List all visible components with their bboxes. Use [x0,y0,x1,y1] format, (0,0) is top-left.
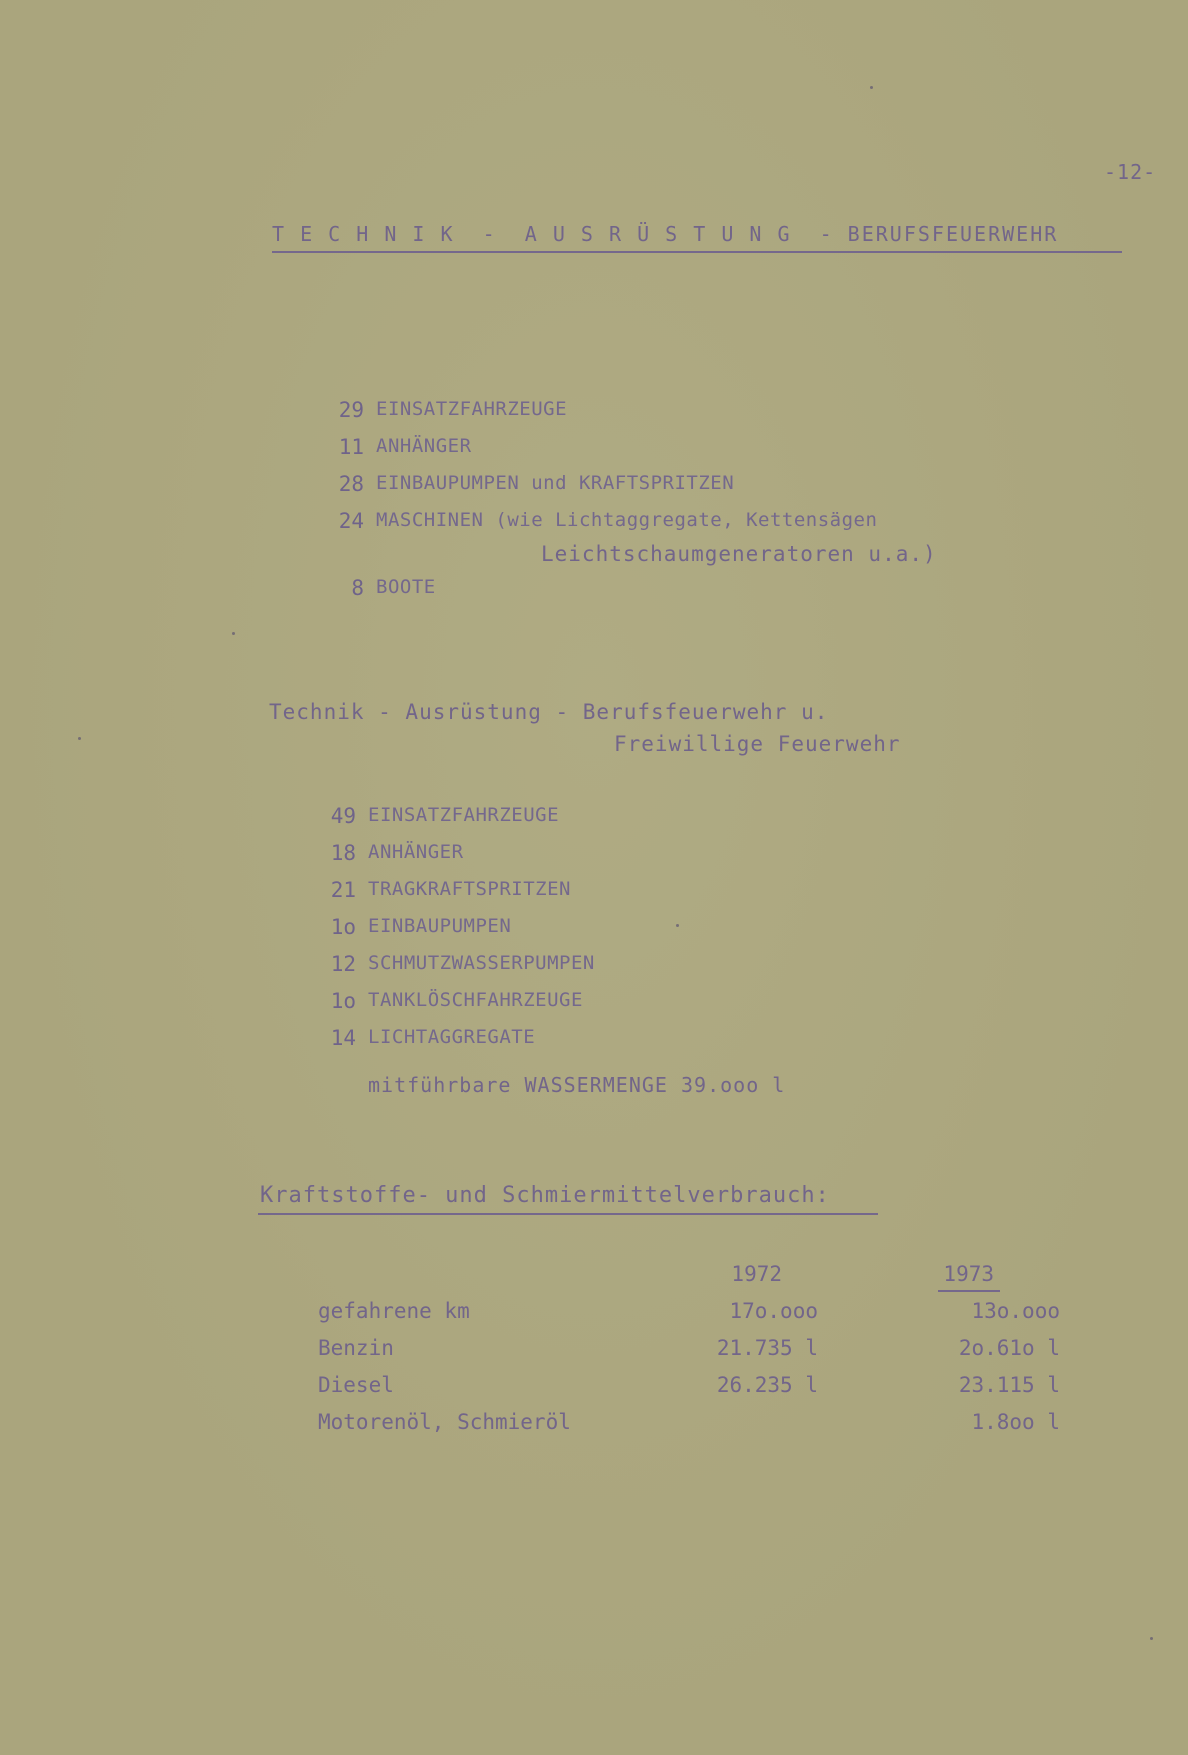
section-heading-berufsfeuerwehr: T E C H N I K - A U S R Ü S T U N G - BERUFSFEUERWEHR [272,222,1059,246]
item-label: LICHTAGGREGATE [368,1026,536,1048]
section-heading-fuel-consumption: Kraftstoffe- und Schmiermittelverbrauch: [260,1183,830,1208]
table-row [318,1299,1078,1336]
row-label: Benzin [318,1336,394,1360]
item-count: 18 [330,841,356,865]
column-header-1972: 1972 [731,1262,782,1286]
item-count: 12 [330,952,356,976]
list-item [310,1026,595,1063]
table-row [318,1336,1078,1373]
section-heading-combined-line2: Freiwillige Feuerwehr [614,732,901,756]
item-label: EINBAUPUMPEN und KRAFTSPRITZEN [376,472,735,494]
item-label: SCHMUTZWASSERPUMPEN [368,952,595,974]
list-item [310,841,595,878]
list-item [318,576,877,613]
section-heading-combined-line1: Technik - Ausrüstung - Berufsfeuerwehr u. [269,700,829,724]
table-header-row [318,1262,1078,1299]
cell-1973: 2o.61o l [958,1336,1060,1360]
scan-speck [676,924,679,927]
row-label: Diesel [318,1373,394,1397]
item-count: 28 [338,472,364,496]
water-capacity-line: mitführbare WASSERMENGE 39.ooo l [368,1073,786,1097]
list-item [318,472,877,509]
cell-1972: 26.235 l [716,1373,818,1397]
item-label: ANHÄNGER [368,841,464,863]
list-item [318,398,877,435]
list-item [310,878,595,915]
list-item [310,989,595,1026]
item-count: 49 [330,804,356,828]
item-count: 14 [330,1026,356,1050]
item-count: 8 [351,576,364,600]
column-header-1973: 1973 [943,1262,994,1286]
list-item [310,804,595,841]
list-item [310,952,595,989]
item-count: 29 [338,398,364,422]
item-label: MASCHINEN (wie Lichtaggregate, Kettensägen [376,509,878,531]
scan-speck [232,632,235,635]
item-count: 1o [330,915,356,939]
row-label: gefahrene km [318,1299,470,1323]
item-label: TANKLÖSCHFAHRZEUGE [368,989,583,1011]
item-count: 21 [330,878,356,902]
list-item [318,435,877,472]
item-count: 11 [338,435,364,459]
item-label-continuation: Leichtschaumgeneratoren u.a.) [541,542,937,566]
equipment-list-combined [310,804,595,1063]
item-label: ANHÄNGER [376,435,472,457]
item-count: 1o [330,989,356,1013]
scan-speck [78,737,81,740]
item-label: EINSATZFAHRZEUGE [376,398,568,420]
row-label: Motorenöl, Schmieröl [318,1410,571,1434]
cell-1972: 21.735 l [716,1336,818,1360]
cell-1973: 13o.ooo [971,1299,1060,1323]
equipment-list-berufsfeuerwehr [318,398,877,613]
page-number: -12- [1104,160,1157,184]
item-label: TRAGKRAFTSPRITZEN [368,878,571,900]
item-label: EINSATZFAHRZEUGE [368,804,560,826]
item-label: BOOTE [376,576,436,598]
scan-speck [870,86,873,89]
heading-underline [258,1213,878,1215]
cell-1973: 23.115 l [958,1373,1060,1397]
item-label: EINBAUPUMPEN [368,915,512,937]
list-item [318,509,877,546]
item-count: 24 [338,509,364,533]
list-item [310,915,595,952]
cell-1973: 1.8oo l [971,1410,1060,1434]
year-underline [938,1290,1000,1292]
table-row [318,1410,1078,1447]
cell-1972: 17o.ooo [729,1299,818,1323]
scan-speck [1150,1637,1153,1640]
table-row [318,1373,1078,1410]
heading-underline [272,251,1122,253]
